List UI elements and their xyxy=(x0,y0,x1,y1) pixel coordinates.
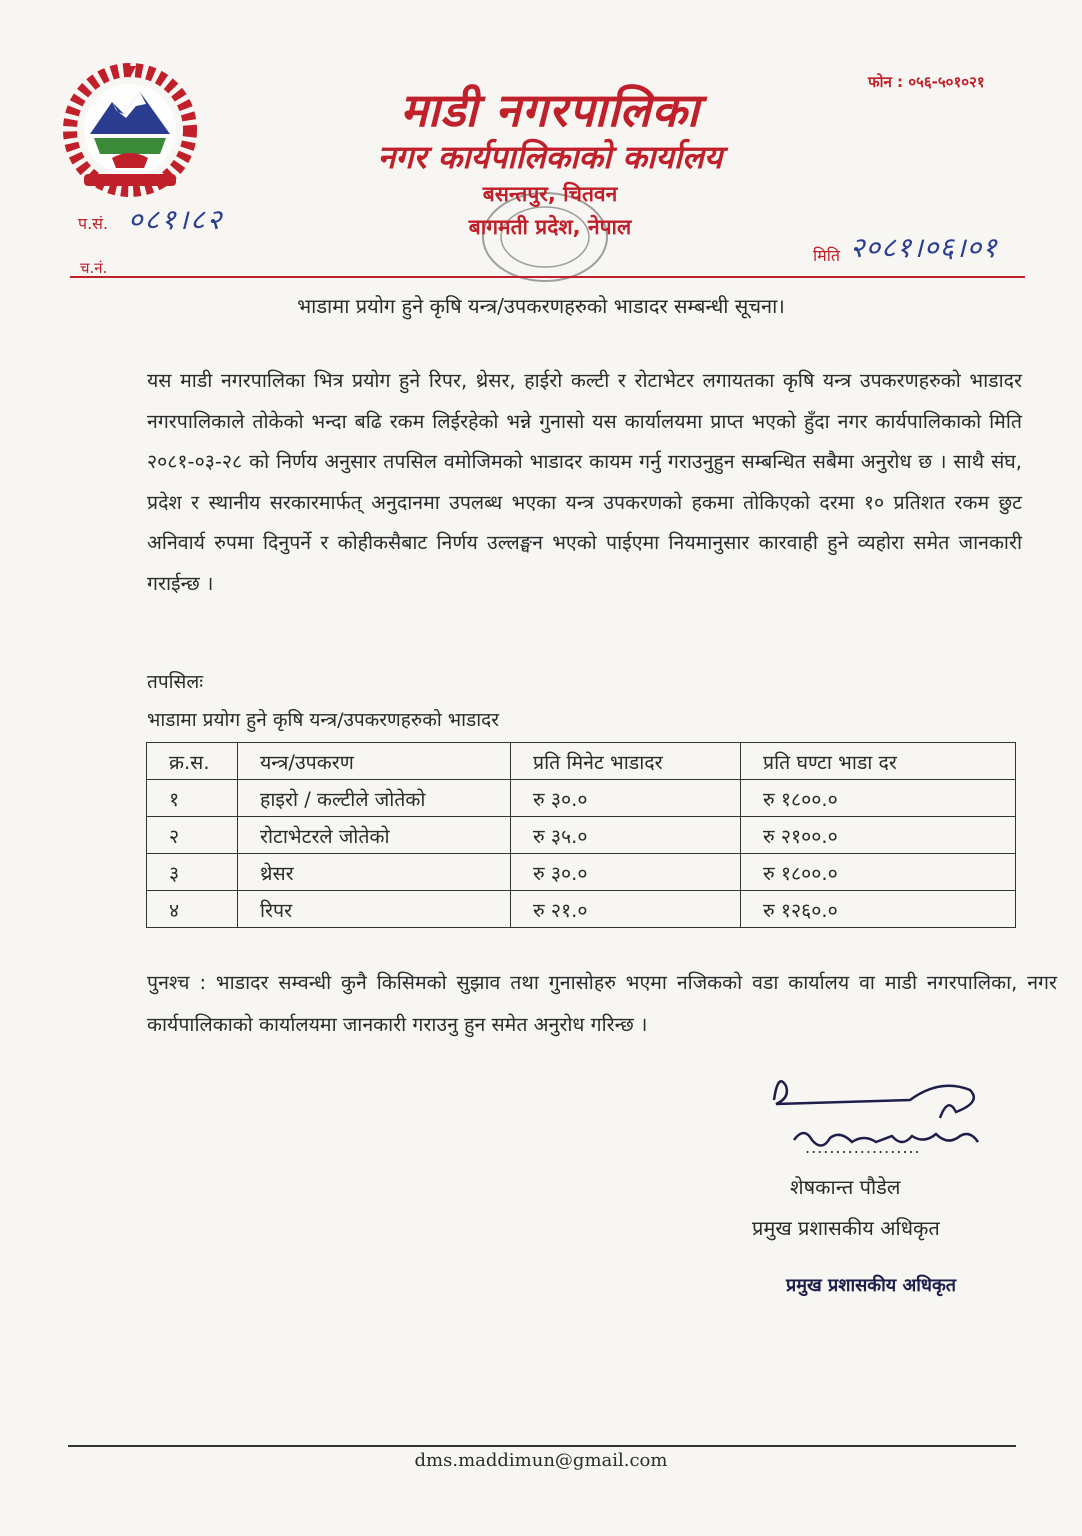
table-cell: रु ३०.० xyxy=(511,780,741,817)
table-cell: १ xyxy=(147,780,238,817)
ref-number-value: ०८१।८२ xyxy=(128,203,224,236)
table-cell: ४ xyxy=(147,891,238,928)
table-row xyxy=(147,891,1016,928)
phone-number: फोन : ०५६-५०१०२१ xyxy=(868,73,985,91)
table-cell: रु १८००.० xyxy=(741,854,1016,891)
table-cell: रोटाभेटरले जोतेको xyxy=(238,817,511,854)
footer-divider xyxy=(68,1445,1016,1447)
footer-email: dms.maddimun@gmail.com xyxy=(414,1450,668,1471)
ref-number-label: प.सं. xyxy=(78,214,109,233)
table-row xyxy=(147,780,1016,817)
table-header-row xyxy=(147,743,1016,780)
table-header-cell: यन्त्र/उपकरण xyxy=(238,743,511,780)
table-cell: रु २१००.० xyxy=(741,817,1016,854)
table-cell: रु ३०.० xyxy=(511,854,741,891)
table-cell: थ्रेसर xyxy=(238,854,511,891)
table-cell: २ xyxy=(147,817,238,854)
table-cell: ३ xyxy=(147,854,238,891)
office-name: नगर कार्यपालिकाको कार्यालय xyxy=(377,138,723,176)
signer-name: शेषकान्त पौडेल xyxy=(790,1175,901,1199)
header-divider xyxy=(70,276,1025,278)
rates-table xyxy=(146,742,1016,928)
table-row xyxy=(147,854,1016,891)
signer-title: प्रमुख प्रशासकीय अधिकृत xyxy=(752,1216,940,1240)
date-value: २०८१।०६।०१ xyxy=(850,231,998,264)
notice-body: यस माडी नगरपालिका भित्र प्रयोग हुने रिपर, थ्रेसर, हाईरो कल्टी र रोटाभेटर लगायतका कृषि यन्त्र उपकरणहरुको भाडादर नगरपालिकाले तोकेको भन्दा बढि रकम लिईरहेको भन्ने गुनासो यस कार्यालयमा प्राप्त भएको हुँदा नगर कार्यपालिकाको मिति २०८१-०३-२८ को निर्णय अनुसार तपसिल वमोजिमको भाडादर कायम गर्नु गराउनुहुन सम्बन्धित सबैमा अनुरोध छ । साथै संघ, प्रदेश र स्थानीय सरकारमार्फत् अनुदानमा उपलब्ध भएका यन्त्र उपकरणको हकमा तोकिएको दरमा १० प्रतिशत रकम छुट अनिवार्य रुपमा दिनुपर्ने र कोहीकसैबाट निर्णय उल्लङ्घन भएको पाईएमा नियमानुसार कारवाही हुने व्यहोरा समेत जानकारी गराईन्छ । xyxy=(147,369,1022,595)
table-cell: हाइरो / कल्टीले जोतेको xyxy=(238,780,511,817)
table-title: भाडामा प्रयोग हुने कृषि यन्त्र/उपकरणहरुको भाडादर xyxy=(147,709,500,731)
table-cell: रिपर xyxy=(238,891,511,928)
notice-title: भाडामा प्रयोग हुने कृषि यन्त्र/उपकरणहरुको भाडादर सम्बन्धी सूचना। xyxy=(297,294,785,318)
table-cell: रु ३५.० xyxy=(511,817,741,854)
address-line-1: बसन्तपुर, चितवन xyxy=(482,182,618,206)
table-header-cell: प्रति मिनेट भाडादर xyxy=(511,743,741,780)
nepal-emblem-logo xyxy=(60,62,200,197)
schedule-label: तपसिलः xyxy=(147,671,204,693)
table-cell: रु १८००.० xyxy=(741,780,1016,817)
table-row xyxy=(147,817,1016,854)
table-cell: रु २१.० xyxy=(511,891,741,928)
chalani-number-label: च.नं. xyxy=(80,259,108,277)
postscript-note: पुनश्च : भाडादर सम्वन्धी कुनै किसिमको सुझाव तथा गुनासोहरु भएमा नजिकको वडा कार्यालय वा माडी नगरपालिका, नगर कार्यपालिकाको कार्यालयमा जानकारी गराउनु हुन समेत अनुरोध गरिन्छ । xyxy=(147,971,1057,1036)
table-header-cell: क्र.स. xyxy=(147,743,238,780)
designation-stamp: प्रमुख प्रशासकीय अधिकृत xyxy=(786,1275,957,1296)
org-name: माडी नगरपालिका xyxy=(400,83,700,137)
table-cell: रु १२६०.० xyxy=(741,891,1016,928)
date-label: मिति xyxy=(813,246,840,265)
table-header-cell: प्रति घण्टा भाडा दर xyxy=(741,743,1016,780)
address-line-2: बागमती प्रदेश, नेपाल xyxy=(468,215,632,239)
signature-dotted-line: ................... xyxy=(805,1138,921,1157)
